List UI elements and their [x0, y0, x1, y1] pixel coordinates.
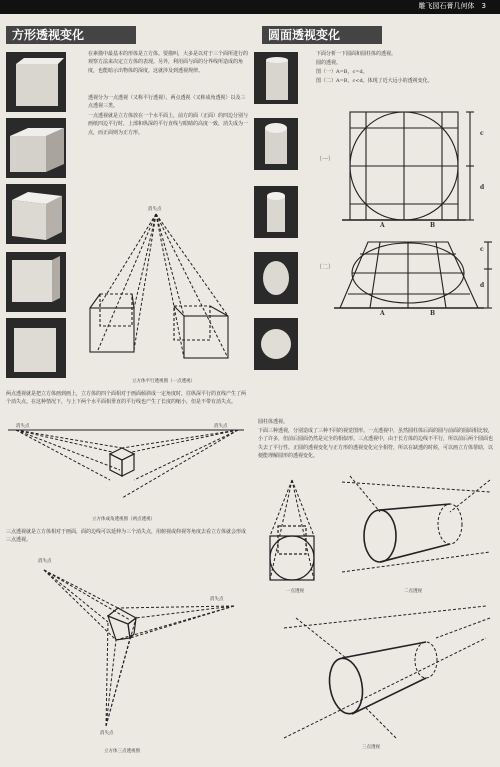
three-point-perspective-figure [0, 556, 250, 746]
fig2-caption: 立方体成角透视图（两点透视） [92, 517, 155, 522]
cylinder-one-point-figure [258, 476, 338, 586]
two-point-perspective-figure [0, 418, 250, 518]
two-point-desc: 两点透视就是把立方体画到画上，立方体的四个面相对于画面倾斜成一定角度时，往纵深平行的直线产生了两个消失点。在这种情况下，与上下两个水平面相垂直的平行线也产生了长度的缩小，但是不带有消失点。 [6, 391, 247, 406]
vp-label-3a: 消失点 [38, 559, 52, 564]
cylinder-photo-2 [254, 118, 298, 170]
cube-photo-1 [6, 52, 66, 112]
cap-one-point: 一点透视 [286, 589, 304, 594]
left-section-title: 方形透视变化 [6, 26, 136, 44]
vp-label-2a: 消失点 [16, 424, 30, 429]
cap-three-point: 三点透视 [362, 745, 380, 750]
vp-label-3c: 消失点 [100, 731, 114, 736]
cylinder-photo-3 [254, 186, 298, 238]
vp-label-3b: 消失点 [210, 597, 224, 602]
fig-two-label-a: A [380, 310, 385, 317]
circle-intro-line-3: 图（一）A=B，c=d。 [316, 69, 368, 75]
fig-one-label: （一） [316, 156, 335, 163]
fig-one-label-d: d [480, 184, 485, 191]
cylinder-photo-5 [254, 318, 298, 370]
fig-two-label-b: B [430, 310, 436, 317]
types-text: 透视分为一点透视（又称平行透视）、两点透视（又称成角透视）以及三点透视三类。 [88, 95, 246, 110]
fig3-caption: 立方体三点透视图 [104, 749, 140, 754]
one-point-perspective-figure [76, 196, 256, 386]
cube-photo-3 [6, 184, 66, 244]
right-section-title: 圆面透视变化 [262, 26, 382, 44]
one-point-desc: 一点透视就是立方体放在一个水平面上，前方的面（正面）的四边分别与画纸四边平行时，上部和纵深的平行直线与眼睛的高度一致，消失成为一点，而正面则为正方形。 [88, 113, 249, 136]
cylinder-photo-1 [254, 52, 298, 104]
vp-label-2b: 消失点 [214, 424, 228, 429]
fig-one-label-c: c [480, 130, 484, 137]
header-bar [0, 0, 500, 14]
fig1-caption: 立方体平行透视图（一点透视） [132, 379, 195, 384]
circle-intro-line-4: 图（二）A=B，c<d。体现了近大远小的透视变化。 [316, 78, 433, 84]
header-text: 雕飞园石膏几何体 3 [418, 2, 486, 10]
fig-one-label-a: A [380, 222, 385, 229]
circle-in-square-figure [338, 100, 498, 230]
fig-two-label: （二） [316, 264, 335, 271]
cylinder-desc: 下面三种透视，分别造成了三种不同的视觉图形。一点透视中，虽然圆柱体后面的圆与前面的圆面相比较，小了许多，但前后圆面仍然是完全的相似形。三点透视中，由于长方体的边线不平行，所以前后两个圆面也失去了平行性。正圆的透视变化与正方形的透视变化完全相符，所以在缺透的时候，可以画立方体帮助，以便能理解圆形的透视变化。 [258, 428, 494, 459]
cube-photo-5 [6, 318, 66, 378]
cap-two-point: 二点透视 [404, 589, 422, 594]
cylinder-title: 圆柱体透视。 [258, 419, 289, 425]
fig-two-label-d: d [480, 282, 485, 289]
cylinder-three-point-figure [276, 598, 496, 746]
circle-intro-line-1: 下面分析一下圆面和圆柱体的透视。 [316, 51, 397, 57]
vp-label-1: 消失点 [148, 207, 162, 212]
fig-two-label-c: c [480, 246, 484, 253]
circle-intro-line-2: 圆的透视。 [316, 60, 342, 66]
cylinder-two-point-figure [340, 472, 496, 582]
circle-perspective-figure [330, 236, 500, 316]
three-point-desc: 三点透视就是立方体相对于画面，面的边线可以延伸为三个消失点，用俯视或仰视等角度去看立方体就会形成三点透视。 [6, 529, 247, 544]
cube-photo-4 [6, 252, 66, 312]
cylinder-photo-4 [254, 252, 298, 304]
cube-photo-2 [6, 118, 66, 178]
intro-text: 在素描中最基本的形体是立方体。要描叫，大多是以对于三个面所进行的观察方法来决定立方体的表现。另外，利用面与面的分界线所造成的角度，也能暗示出物体的深度。这就涉及到透视规律。 [88, 51, 249, 74]
fig-one-label-b: B [430, 222, 436, 229]
vanishing-lines [98, 214, 228, 358]
